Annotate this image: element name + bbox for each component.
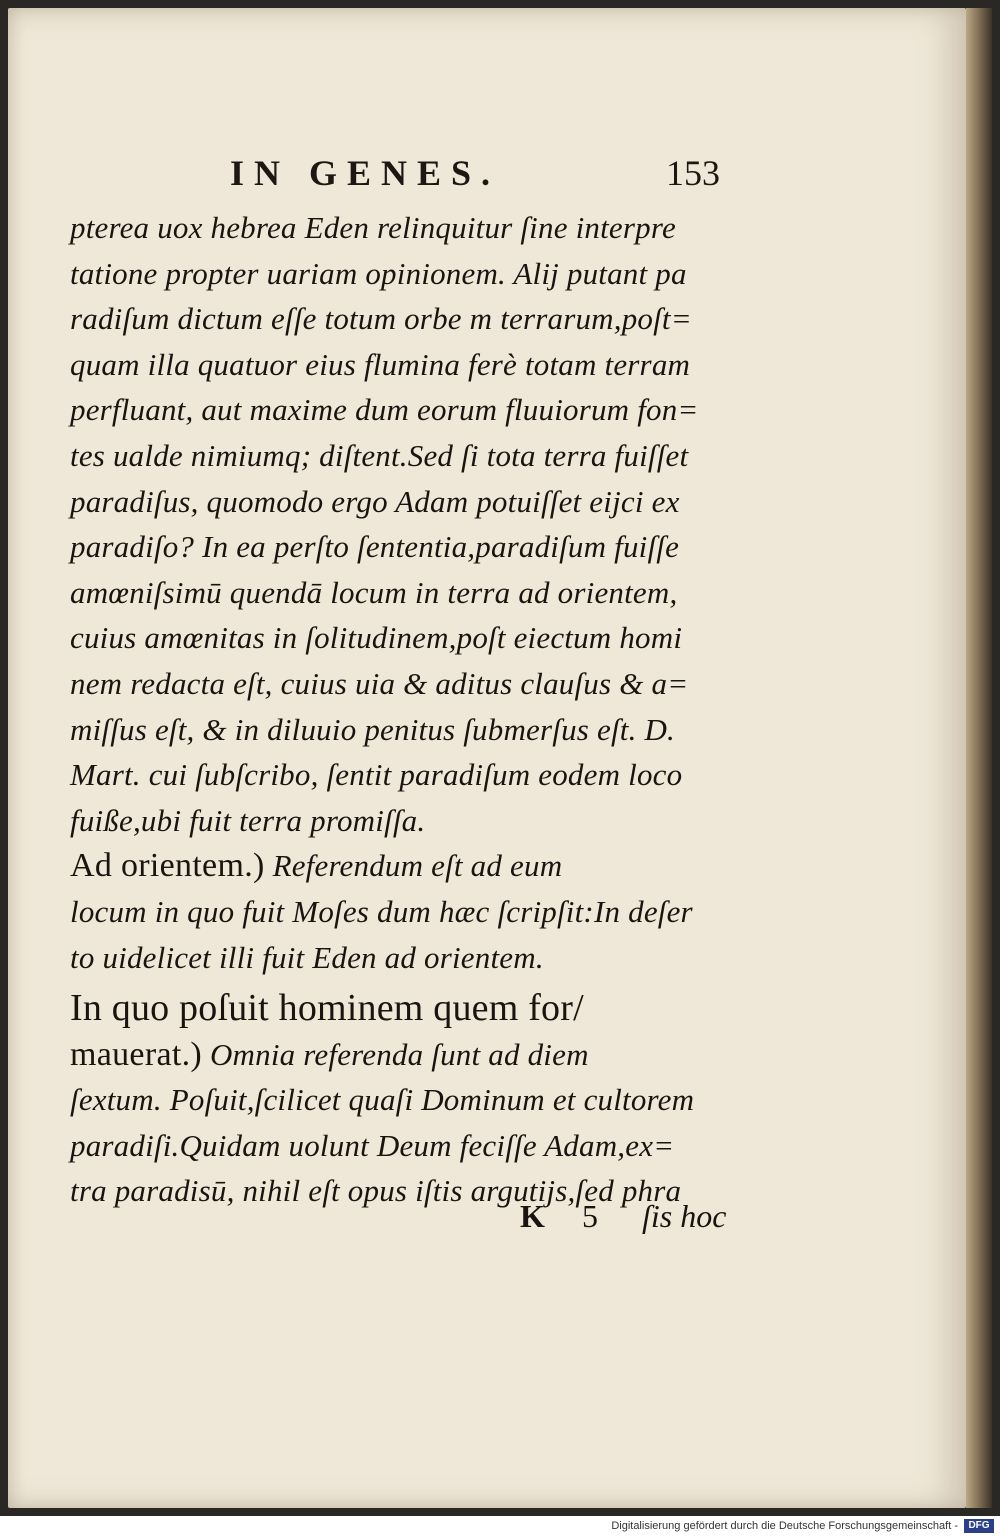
page-number: 153 — [666, 153, 720, 193]
page-edge — [966, 8, 992, 1508]
catchword: ſis hoc — [642, 1198, 727, 1234]
text-line: fuiße,ubi fuit terra promiſſa. — [70, 802, 426, 838]
credit-bar — [0, 1516, 1000, 1537]
signature-number: 5 — [582, 1198, 598, 1234]
text-line: quam illa quatuor eius flumina ferè totam terram — [70, 346, 691, 382]
text-line: Mart. cui ſubſcribo, ſentit paradiſum eodem loco — [70, 757, 683, 793]
signature-mark: K — [520, 1198, 549, 1234]
lemma-line — [70, 1032, 760, 1078]
lemma-text: Omnia referenda ſunt ad diem — [202, 1036, 589, 1072]
text-line: pterea uox hebrea Eden relinquitur ſine interpre — [70, 210, 676, 245]
text-line: locum in quo fuit Moſes dum hæc ſcripſit:In deſer — [70, 893, 693, 929]
text-line: tra paradisū, nihil eſt opus iſtis argutijs,ſed phra — [70, 1173, 682, 1209]
text-line: paradiſi.Quidam uolunt Deum feciſſe Adam,ex= — [70, 1127, 675, 1163]
text-line: ſextum. Poſuit,ſcilicet quaſi Dominum et cultorem — [70, 1082, 695, 1118]
lemma-heading: mauerat.) — [70, 1035, 203, 1073]
text-line: paradiſo? In ea perſto ſententia,paradiſum fuiſſe — [70, 529, 680, 565]
lemma-text: Referendum eſt ad eum — [264, 848, 563, 884]
text-line: miſſus eſt, & in diluuio penitus ſubmerſus eſt. D. — [70, 711, 676, 747]
lemma-heading: Ad orientem.) — [70, 847, 265, 885]
lemma-line — [70, 843, 760, 889]
text-line: radiſum dictum eſſe totum orbe m terrarum,poſt= — [70, 301, 692, 337]
text-line: paradiſus, quomodo ergo Adam potuiſſet eijci ex — [70, 483, 680, 519]
body-text — [70, 205, 760, 1214]
running-head: IN GENES. — [230, 153, 501, 193]
dfg-logo: DFG — [964, 1519, 994, 1533]
text-line: to uidelicet illi fuit Eden ad orientem. — [70, 939, 544, 975]
text-line: perfluant, aut maxime dum eorum fluuiorum fon= — [70, 392, 699, 428]
page-header — [230, 152, 720, 202]
text-line: nem redacta eſt, cuius uia & aditus clauſus & a= — [70, 665, 689, 701]
credit-text: Digitalisierung gefördert durch die Deutsche Forschungsgemeinschaft - — [611, 1520, 958, 1532]
text-line: amœniſsimū quendā locum in terra ad orientem, — [70, 574, 678, 610]
lemma-heading: In quo poſuit hominem quem for/ — [70, 987, 584, 1030]
text-line: cuius amœnitas in ſolitudinem,poſt eiectum homi — [70, 620, 683, 656]
text-line: tes ualde nimiumq; diſtent.Sed ſi tota terra fuiſſet — [70, 437, 689, 473]
text-line: tatione propter uariam opinionem. Alij putant pa — [70, 255, 687, 291]
